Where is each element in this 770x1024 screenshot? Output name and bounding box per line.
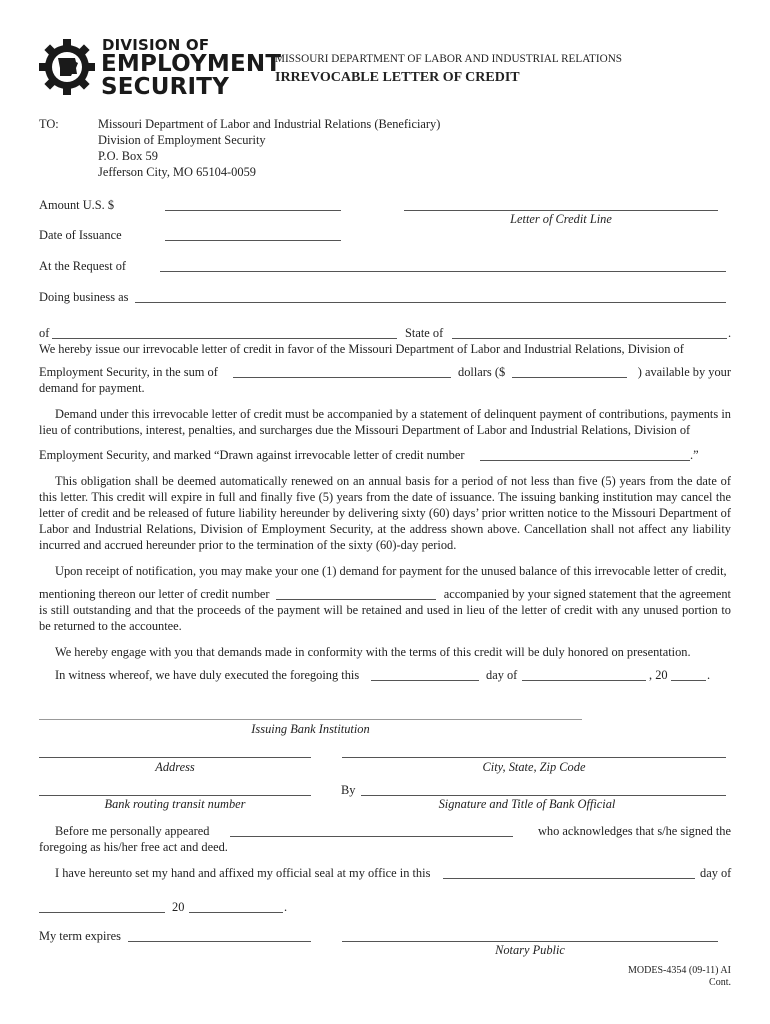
at-request-of-label: At the Request of [39,259,127,273]
doing-business-as-field[interactable] [135,302,726,303]
drawn-against-number-field[interactable] [480,460,690,461]
witness-day-of: day of [486,668,518,682]
witness-text: In witness whereof, we have duly executed the foregoing this [55,668,360,682]
form-number: MODES-4354 (09-11) AI [628,965,731,976]
paragraph-4-accompanied: accompanied by your signed statement that the agreement [443,587,731,601]
notary-public-caption: Notary Public [495,943,565,957]
available-label: ) available by your [637,365,731,379]
state-of-field[interactable] [452,338,727,339]
bank-official-caption: Signature and Title of Bank Official [438,797,616,811]
hand-seal-text: I have hereunto set my hand and affixed my official seal at my office in this [55,866,431,880]
continued-label: Cont. [709,977,731,988]
paragraph-2-close: .” [690,448,699,462]
seal-year-field[interactable] [189,912,283,913]
sum-dollars-field[interactable] [512,377,627,378]
to-line-1: Missouri Department of Labor and Industrial Relations (Beneficiary) [98,117,441,131]
paragraph-1-end: demand for payment. [39,381,145,395]
by-label: By [341,783,356,797]
seal-day-of: day of [700,866,732,880]
logo-line-division: DIVISION OF [102,36,210,54]
paragraph-2: Demand under this irrevocable letter of credit must be accompanied by a statement of delinquent payment of contributions, payments in lieu of contributions, interest, penalties, and surcharges due the Missouri Department of Labor and Industrial Relations, Division of [39,407,731,437]
seal-month-field[interactable] [39,912,165,913]
witness-year-field[interactable] [671,680,706,681]
amount-field[interactable] [165,210,341,211]
acknowledges-text: who acknowledges that s/he signed the [537,824,731,838]
term-expires-label: My term expires [39,929,121,943]
form-title: IRREVOCABLE LETTER OF CREDIT [275,70,520,85]
paragraph-4-mention: mentioning thereon our letter of credit number [39,587,270,601]
address-caption: Address [155,760,195,774]
paragraph-5: We hereby engage with you that demands made in conformity with the terms of this credit will be duly honored on presentation. [55,645,691,659]
seal-period: . [284,900,288,914]
doing-business-as-label: Doing business as [39,290,129,304]
sum-words-field[interactable] [233,377,451,378]
routing-number-caption: Bank routing transit number [104,797,246,811]
seal-day-field[interactable] [443,878,695,879]
witness-day-field[interactable] [371,680,479,681]
of-field[interactable] [52,338,397,339]
address-field[interactable] [39,757,311,758]
paragraph-4-end: is still outstanding and that the proceeds of the payment will be retained and used in lieu of the letter of credit with any unused portion to be returned to the accountee. [39,603,731,633]
witness-period: . [707,668,711,682]
paragraph-2-marked: Employment Security, and marked “Drawn against irrevocable letter of credit number [39,448,465,462]
state-of-period: . [728,326,732,340]
issuing-bank-field[interactable] [39,719,582,720]
city-state-zip-caption: City, State, Zip Code [482,760,586,774]
seal-twenty: 20 [172,900,185,914]
of-label: of [39,326,50,340]
dollars-label: dollars ($ [458,365,506,379]
term-expires-field[interactable] [128,941,311,942]
before-me-text: Before me personally appeared [55,824,210,838]
sum-label: Employment Security, in the sum of [39,365,218,379]
date-of-issuance-field[interactable] [165,240,341,241]
to-line-2: Division of Employment Security [98,133,266,147]
department-name: MISSOURI DEPARTMENT OF LABOR AND INDUSTRIAL RELATIONS [275,53,622,65]
foregoing-text: foregoing as his/her free act and deed. [39,840,228,854]
credit-number-field[interactable] [276,599,436,600]
letter-of-credit-line-caption: Letter of Credit Line [510,212,612,226]
gear-logo-icon [38,38,96,96]
date-of-issuance-label: Date of Issuance [39,228,122,242]
witness-month-field[interactable] [522,680,646,681]
state-of-label: State of [405,326,444,340]
paragraph-3: This obligation shall be deemed automatically renewed on an annual basis for a period of not less than five (5) years from the date of this letter. This credit will expire in full and finally five (5) years from the date of issuance. The issuing banking institution may cancel the letter of credit and be released of future liability hereunder by delivering sixty (60) days’ prior written notice to the Missouri Department of Labor and Industrial Relations, Division of Employment Security, at the address shown above. Cancellation shall not affect any liability incurred and accrued hereunder prior to the termination of the sixty (60)-day period. [39,474,731,552]
paragraph-4: Upon receipt of notification, you may make your one (1) demand for payment for the unused balance of this irrevocable letter of credit, [55,564,727,578]
amount-label: Amount U.S. $ [39,198,115,212]
witness-year-prefix: , 20 [649,668,668,682]
to-label: TO: [39,117,59,131]
issuing-bank-caption: Issuing Bank Institution [251,722,370,736]
logo-line-security: SECURITY [101,74,230,100]
city-state-zip-field[interactable] [342,757,726,758]
paragraph-1: We hereby issue our irrevocable letter of credit in favor of the Missouri Department of Labor and Industrial Relations, Division of [39,342,684,356]
logo-line-employment: EMPLOYMENT [101,51,282,77]
appeared-name-field[interactable] [230,836,513,837]
to-line-3: P.O. Box 59 [98,149,158,163]
at-request-of-field[interactable] [160,271,726,272]
to-line-4: Jefferson City, MO 65104-0059 [98,165,256,179]
